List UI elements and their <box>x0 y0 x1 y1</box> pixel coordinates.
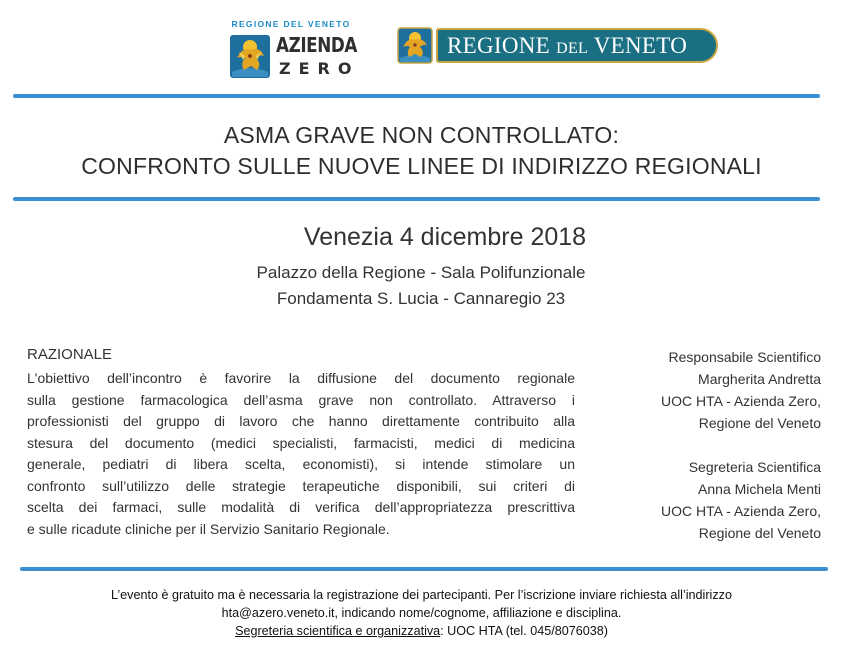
razionale-line: professionisti del gruppo di lavoro che hanno direttamente contribuito alla <box>27 413 575 429</box>
regione-veneto-word-del: DEL <box>556 40 589 57</box>
razionale-line: stesura del documento (medici specialisti, farmacisti, medici di medicina <box>27 434 575 451</box>
divider-bottom <box>20 567 828 571</box>
lion-of-st-mark-emblem-icon <box>229 34 271 79</box>
azienda-zero-logo-top-text: REGIONE DEL VENETO <box>231 19 351 29</box>
page-title-line1: ASMA GRAVE NON CONTROLLATO: <box>223 122 620 148</box>
regione-veneto-logo <box>397 27 718 64</box>
event-venue-line2: Fondamenta S. Lucia - Cannaregio 23 <box>276 289 566 308</box>
azienda-zero-logo <box>229 19 360 79</box>
segreteria-org: Regione del Veneto <box>698 525 821 541</box>
footer-contact-value: : UOC HTA (tel. 045/8076038) <box>440 624 608 638</box>
responsabile-unit: UOC HTA - Azienda Zero, <box>660 393 821 409</box>
razionale-line: sulla gestione farmacologica dell’asma grave non controllato. Attraverso i <box>27 391 575 408</box>
footer-contact <box>0 624 843 638</box>
razionale-line: L'obiettivo dell’incontro è favorire la diffusione del documento regionale <box>27 370 575 386</box>
page-title-line2: CONFRONTO SULLE NUOVE LINEE DI INDIRIZZO REGIONALI <box>81 153 762 179</box>
responsabile-role: Responsabile Scientifico <box>668 349 821 365</box>
razionale-line: e sulle ricadute cliniche per il Servizio Sanitario Regionale. <box>27 520 390 537</box>
regione-veneto-word-veneto: VENETO <box>593 33 688 58</box>
azienda-zero-logo-word1: AZIENDA <box>276 33 357 57</box>
footer-contact-label: Segreteria scientifica e organizzativa <box>235 624 441 638</box>
razionale-line: scelta dei farmaci, sulle modalità di verifica dell’appropriatezza prescrittiva <box>27 499 575 515</box>
razionale-line: confronto sull’utilizzo delle strategie terapeutiche disponibili, sui criteri di <box>27 477 575 494</box>
razionale-line: generale, pediatri di libera scelta, economisti), si intende stimolare un <box>27 456 575 472</box>
responsabile-scientifico-block <box>561 346 821 434</box>
razionale-heading: RAZIONALE <box>27 346 113 363</box>
responsabile-name: Margherita Andretta <box>698 371 821 387</box>
azienda-zero-logo-word2: ZERO <box>279 59 360 78</box>
razionale-body <box>27 368 575 540</box>
regione-veneto-banner <box>436 28 718 63</box>
footer-email-note: hta@azero.veneto.it, indicando nome/cognome, affiliazione e disciplina. <box>221 606 622 620</box>
regione-veneto-word-regione: REGIONE <box>447 33 551 58</box>
segreteria-unit: UOC HTA - Azienda Zero, <box>660 503 821 519</box>
divider-middle <box>13 197 820 201</box>
footer-registration-note: L’evento è gratuito ma è necessaria la registrazione dei partecipanti. Per l’iscrizione inviare richiesta all’indirizzo <box>111 588 732 602</box>
event-venue-line1: Palazzo della Regione - Sala Polifunzionale <box>256 263 586 282</box>
segreteria-role: Segreteria Scientifica <box>688 459 821 475</box>
segreteria-scientifica-block <box>561 456 821 544</box>
divider-top <box>13 94 820 98</box>
segreteria-name: Anna Michela Menti <box>698 481 821 497</box>
event-date: Venezia 4 dicembre 2018 <box>303 223 587 251</box>
responsabile-org: Regione del Veneto <box>698 415 821 431</box>
lion-of-st-mark-emblem-icon <box>397 27 433 64</box>
